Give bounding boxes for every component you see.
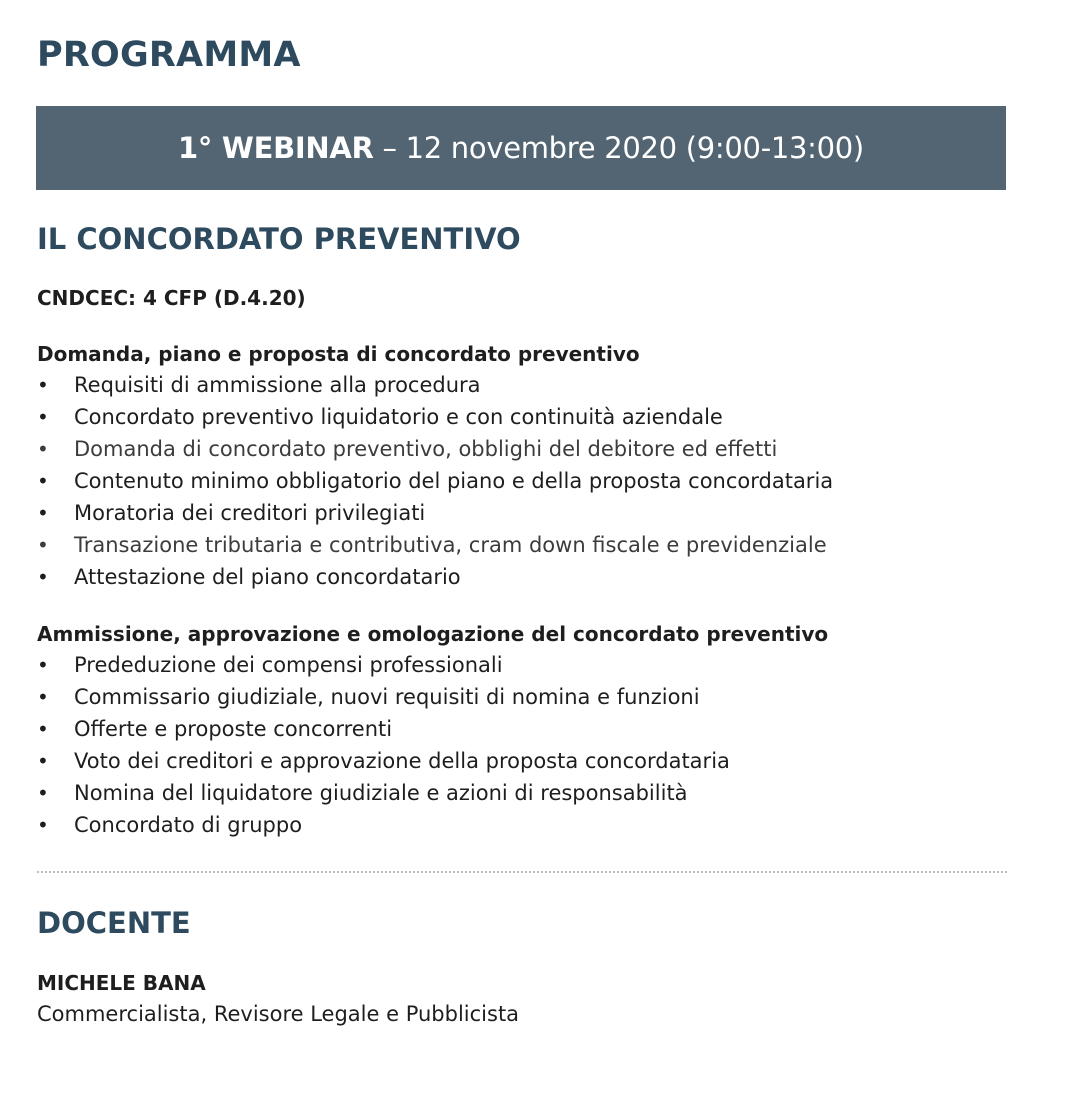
list-item-text: Concordato di gruppo: [74, 813, 303, 837]
webinar-banner: [36, 106, 1006, 190]
bullet-icon: •: [37, 781, 49, 805]
topic-group-2: [37, 619, 1007, 841]
docente-name: MICHELE BANA: [37, 971, 206, 995]
list-item-text: Concordato preventivo liquidatorio e con continuità aziendale: [74, 405, 723, 429]
list-item: [37, 497, 1007, 529]
list-item: [37, 777, 1007, 809]
webinar-date: – 12 novembre 2020 (9:00-13:00): [373, 131, 864, 165]
bullet-icon: •: [37, 405, 49, 429]
list-item: [37, 649, 1007, 681]
topic-list: [37, 649, 1007, 841]
credits-label: CNDCEC: 4 CFP (D.4.20): [37, 286, 306, 310]
bullet-icon: •: [37, 653, 49, 677]
bullet-icon: •: [37, 717, 49, 741]
list-item-text: Domanda di concordato preventivo, obblighi del debitore ed effetti: [74, 437, 778, 461]
bullet-icon: •: [37, 813, 49, 837]
list-item-text: Attestazione del piano concordatario: [74, 565, 461, 589]
list-item-text: Transazione tributaria e contributiva, cram down fiscale e previdenziale: [74, 533, 827, 557]
docente-role: Commercialista, Revisore Legale e Pubblicista: [37, 1002, 520, 1026]
bullet-icon: •: [37, 469, 49, 493]
list-item-text: Moratoria dei creditori privilegiati: [74, 501, 426, 525]
list-item: [37, 433, 1007, 465]
bullet-icon: •: [37, 373, 49, 397]
bullet-icon: •: [37, 501, 49, 525]
bullet-icon: •: [37, 565, 49, 589]
topic-group-heading: Ammissione, approvazione e omologazione del concordato preventivo: [37, 622, 829, 646]
list-item: [37, 369, 1007, 401]
list-item: [37, 465, 1007, 497]
docente-title: DOCENTE: [37, 906, 191, 940]
list-item: [37, 745, 1007, 777]
list-item-text: Contenuto minimo obbligatorio del piano e della proposta concordataria: [74, 469, 834, 493]
list-item-text: Voto dei creditori e approvazione della proposta concordataria: [74, 749, 730, 773]
bullet-icon: •: [37, 533, 49, 557]
topic-group-1: [37, 339, 1007, 593]
bullet-icon: •: [37, 749, 49, 773]
list-item-text: Prededuzione dei compensi professionali: [74, 653, 503, 677]
list-item: [37, 529, 1007, 561]
list-item-text: Requisiti di ammissione alla procedura: [74, 373, 481, 397]
section-title: IL CONCORDATO PREVENTIVO: [37, 222, 521, 256]
list-item: [37, 401, 1007, 433]
page-title: PROGRAMMA: [37, 35, 301, 75]
list-item-text: Offerte e proposte concorrenti: [74, 717, 393, 741]
topic-list: [37, 369, 1007, 593]
list-item: [37, 561, 1007, 593]
bullet-icon: •: [37, 437, 49, 461]
list-item-text: Commissario giudiziale, nuovi requisiti di nomina e funzioni: [74, 685, 700, 709]
bullet-icon: •: [37, 685, 49, 709]
list-item: [37, 713, 1007, 745]
list-item: [37, 681, 1007, 713]
topic-group-heading: Domanda, piano e proposta di concordato preventivo: [37, 342, 640, 366]
webinar-label: 1° WEBINAR: [178, 131, 374, 165]
list-item: [37, 809, 1007, 841]
list-item-text: Nomina del liquidatore giudiziale e azioni di responsabilità: [74, 781, 688, 805]
dotted-divider: [37, 871, 1007, 873]
